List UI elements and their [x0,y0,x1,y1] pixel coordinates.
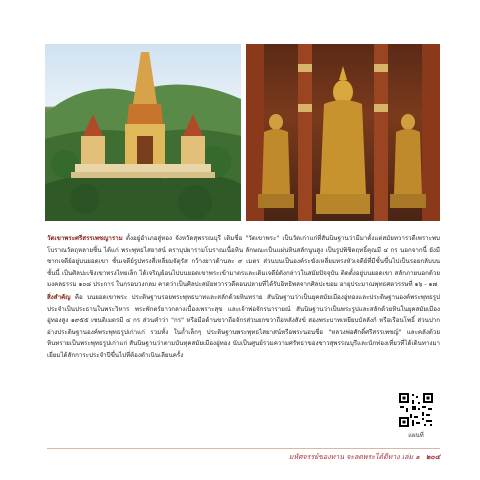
footer-divider [47,448,440,449]
footer-title: มหัศจรรย์ของทาน จะลดพระได้ดีทาง เล่ม ๑ [288,453,420,461]
qr-caption: แผนที่ [408,432,424,439]
paragraph-2 [47,292,440,362]
page-number: ๒๐๔ [425,453,440,461]
paragraph-2-text: คือ บนยอดเขาพระ ประดิษฐานรอยพระพุทธบาทและสลักด้วยหินทราย สันนิษฐานว่าเป็นยุคสมัยเมืองอู่ทองและประดิษฐานองค์พระพุทธรูปประจำเป็นประธานในพระวิหาร พระพักตร์ยาวกลางเบื้องเพราะสุข และเจ้าพ่อจักรนารายณ์ สันนิษฐานว่าเป็นพระรูปและสลักด้วยหินในยุคสมัยเมืองอู่ทองสูง ๑๙๕๕ เซนติเมตรมี ๔ กร ส่วนคำว่า "กร" หรือมือด้านขวาถือจักรส่วนยกขวาถือหลังสังข์ สองพระบาทเหยียบบัลลังก์ หรือเรือนโพธิ์ ส่วนปากอ่างประดิษฐานองค์พระพุทธรูปเก่าแก่ รวมทั้ง ในถ้ำเล็กๆ ประดิษฐานพระพุทธไสยาสน์หรือพระนอนชื่อ "หลวงพ่อศักดิ์ศรีสรรเพชญ์" และคลังด้วยหินทรายเป็นพระพุทธรูปเก่าแก่ สันนิษฐานว่าตามบันทุคสมัยเมืองอู่ทอง นับเป็นศูนย์รวมความศรัทธาของชาวสุพรรณบุรีและนักท่องเที่ยวที่ได้เดินทางมาเยี่ยมได้สักการะประจำปีขึ้นไปที่ต้องดำเนินเลียนครั้ง [47,294,440,359]
qr-code-icon [398,392,434,428]
paragraph-1-lead: วัดเขาพระศรีสรรเพชญาราม [47,235,123,242]
page-footer [289,452,440,463]
buddha-illustration [246,44,440,221]
paragraph-1-text: ตั้งอยู่อำเภอสู่ทอง จังหวัดสุพรรณบุรี เดิมชื่อ "วัดเขาพระ" เป็นวัดเก่าแก่ที่สันนิษฐานว่ามีมาตั้งแต่สมัยทวารวดีเพราะพบโบราณวัตถุหลายชิ้น ได้แก่ พระพุทธไสยาสน์ ตราบุปผารามโบราณเนื้อหิน ลักษณะเป็นแผ่นหินสลักนูนสูง เป็นรูปพิชิตฤทธิ์คุณมี ๔ กร นอกจากนี้ ยังมีซากเจดีย์อยู่บนยอดเขา ชั้นเจดีย์รูปทรงสี่เหลี่ยมจัตุรัส กว้างยาวด้านละ ๙ เมตร ส่วนบนเป็นองค์ระฆังเหลี่ยมทรงหัวเจดีย์ที่มีชั้นขึ้นไปเป็นรอยกลับบนชั้นนี้ เป็นศิลปะเชิงเขาทรงไทยเล็ก ได้เจริญย้อนไปบนยอดเขาพระเข้ามาตรและเดิมเจดีย์ดังกล่าวในสมัยปัจจุบัน ติดตั้งอยู่บนยอดเขา สลักภายนอกด้วยมงคลธรรม ๑๐๘ ประการ ในกรอบวงกลม คาดว่าเป็นศิลปะสมัยทวารวดีตอนปลายที่ได้รับอิทธิพลจากศิลปะขอม อายุประมาณพุทธศตวรรษที่ ๑๖ - ๑๗ [47,235,440,289]
qr-code[interactable] [398,392,434,428]
buddha-photo [246,44,440,221]
paragraph-2-lead: สิ่งสำคัญ [47,294,71,301]
temple-photo [45,44,241,221]
paragraph-1 [47,233,440,291]
temple-illustration [45,44,241,221]
